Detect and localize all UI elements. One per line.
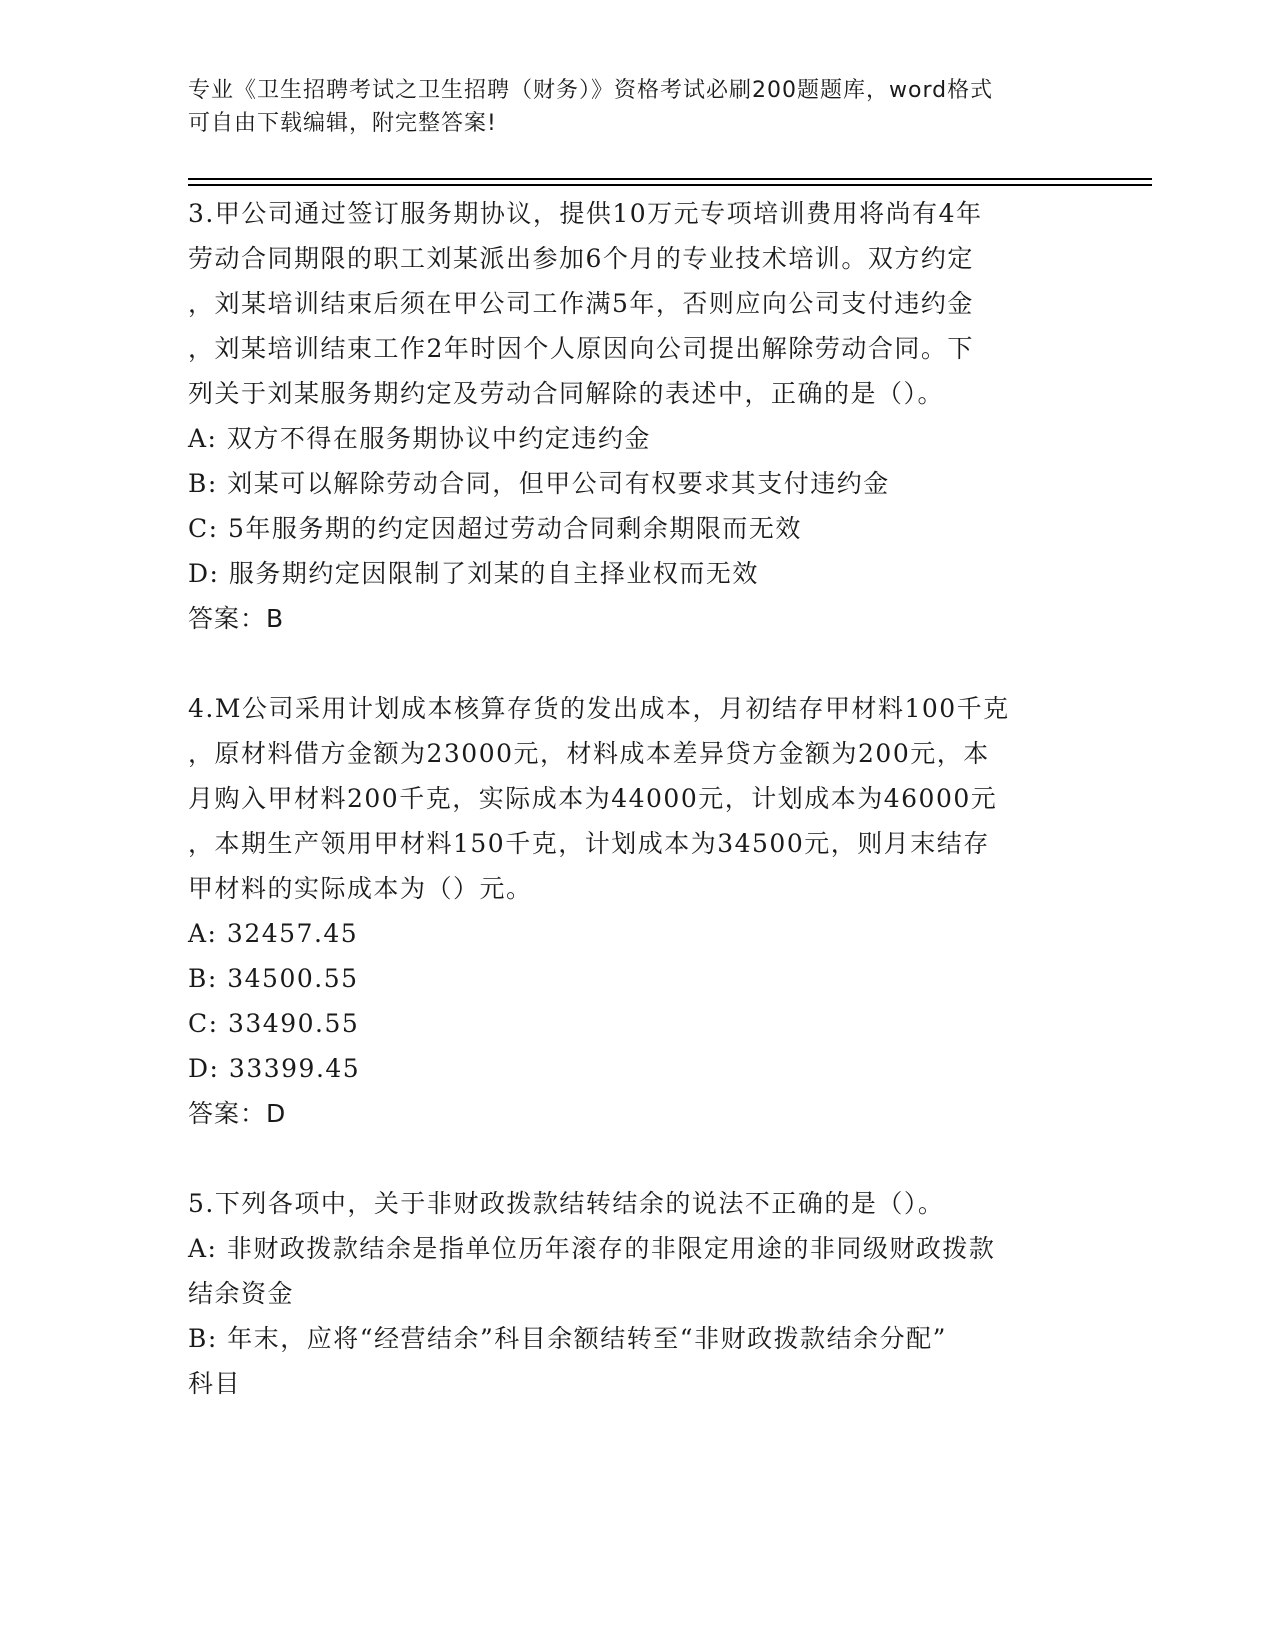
question-stem — [188, 1181, 1088, 1226]
question-stem-line: 列关于刘某服务期约定及劳动合同解除的表述中，正确的是（）。 — [188, 379, 945, 408]
question-stem-line: 甲材料的实际成本为（）元。 — [188, 874, 533, 903]
question-spacer — [188, 1136, 1088, 1181]
option-b-continued: 科目 — [188, 1369, 242, 1398]
question-block — [188, 686, 1088, 1136]
answer-label: 答案：B — [188, 604, 285, 633]
question-stem-line: ，原材料借方金额为23000元，材料成本差异贷方金额为200元，本 — [188, 739, 990, 768]
option-d: D: 33399.45 — [188, 1054, 361, 1083]
question-stem-line: 月购入甲材料200千克，实际成本为44000元，计划成本为46000元 — [188, 784, 998, 813]
option-a: A: 32457.45 — [188, 919, 359, 948]
question-stem — [188, 686, 1088, 911]
option-a-continued: 结余资金 — [188, 1279, 295, 1308]
document-header — [188, 74, 1088, 140]
header-title-line-2: 可自由下载编辑，附完整答案! — [188, 111, 497, 136]
question-list — [188, 191, 1088, 1406]
question-stem-line: 3.甲公司通过签订服务期协议，提供10万元专项培训费用将尚有4年 — [188, 199, 983, 228]
option-a: A: 双方不得在服务期协议中约定违约金 — [188, 424, 651, 453]
option-a: A: 非财政拨款结余是指单位历年滚存的非限定用途的非同级财政拨款 — [188, 1234, 996, 1263]
question-stem — [188, 191, 1088, 416]
question-block — [188, 191, 1088, 641]
option-d: D: 服务期约定因限制了刘某的自主择业权而无效 — [188, 559, 759, 588]
option-b: B: 34500.55 — [188, 964, 359, 993]
question-stem-line: ，刘某培训结束工作2年时因个人原因向公司提出解除劳动合同。下 — [188, 334, 974, 363]
question-block — [188, 1181, 1088, 1406]
option-c: C: 5年服务期的约定因超过劳动合同剩余期限而无效 — [188, 514, 802, 543]
question-stem-line: 劳动合同期限的职工刘某派出参加6个月的专业技术培训。双方约定 — [188, 244, 974, 273]
question-spacer — [188, 641, 1088, 686]
question-stem-line: 5.下列各项中，关于非财政拨款结转结余的说法不正确的是（）。 — [188, 1189, 945, 1218]
option-b: B: 年末，应将“经营结余”科目余额结转至“非财政拨款结余分配” — [188, 1324, 947, 1353]
option-b: B: 刘某可以解除劳动合同，但甲公司有权要求其支付违约金 — [188, 469, 890, 498]
answer-label: 答案：D — [188, 1099, 287, 1128]
option-c: C: 33490.55 — [188, 1009, 360, 1038]
header-divider-bottom — [188, 184, 1152, 186]
header-title-line-1: 专业《卫生招聘考试之卫生招聘（财务）》资格考试必刷200题题库，word格式 — [188, 78, 994, 103]
question-stem-line: ，刘某培训结束后须在甲公司工作满5年，否则应向公司支付违约金 — [188, 289, 974, 318]
header-divider-top — [188, 178, 1152, 180]
question-stem-line: 4.M公司采用计划成本核算存货的发出成本，月初结存甲材料100千克 — [188, 694, 1010, 723]
question-stem-line: ，本期生产领用甲材料150千克，计划成本为34500元，则月末结存 — [188, 829, 990, 858]
